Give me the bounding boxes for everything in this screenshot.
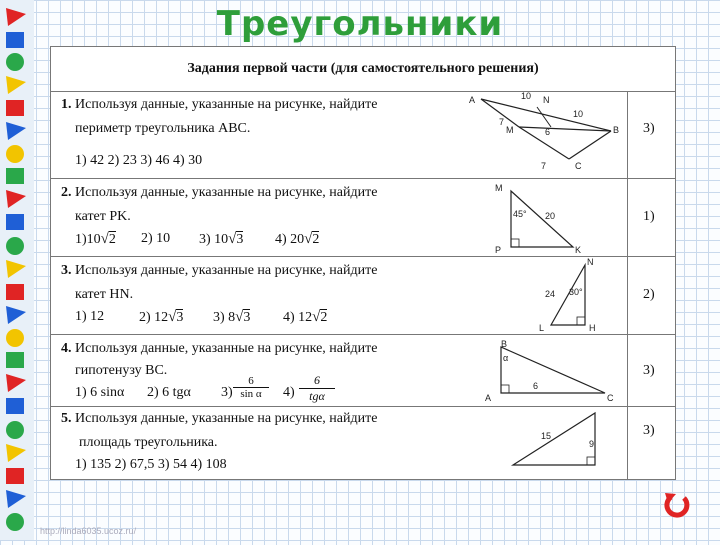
triangle-figure-3 xyxy=(521,257,621,335)
task-4-line2: гипотенузу BC. xyxy=(75,363,168,378)
task-4-option-2: 2) 6 tgα xyxy=(147,385,191,400)
task-5-options: 1) 135 2) 67,5 3) 54 4) 108 xyxy=(75,457,227,472)
page-title: Треугольники xyxy=(216,4,504,44)
task-3-option-1: 1) 12 xyxy=(75,309,105,324)
answer-column-divider xyxy=(627,407,628,479)
label-P: P xyxy=(495,245,502,255)
label-A: A xyxy=(485,393,492,403)
label-10a: 10 xyxy=(521,91,532,101)
table-header: Задания первой части (для самостоятельного решения) xyxy=(51,47,675,92)
task-1-options: 1) 42 2) 23 3) 46 4) 30 xyxy=(75,153,203,168)
task-1-line1: 1. Используя данные, указанные на рисунке, найдите xyxy=(61,97,378,112)
label-M: M xyxy=(506,125,514,135)
label-angle-45: 45° xyxy=(513,209,527,219)
task-3-option-4: 4) 12√2 xyxy=(283,309,328,325)
task-2-option-1: 1)10√2 xyxy=(75,231,116,247)
label-6: 6 xyxy=(545,127,551,137)
label-24: 24 xyxy=(545,289,556,299)
label-7a: 7 xyxy=(499,117,505,127)
label-10b: 10 xyxy=(573,109,584,119)
task-row-3 xyxy=(51,257,675,335)
label-6: 6 xyxy=(533,381,539,391)
label-angle-30: 30° xyxy=(569,287,583,297)
triangle-figure-2 xyxy=(481,179,621,257)
task-4-option-3-fraction: 6 sin α xyxy=(233,375,269,400)
label-N: N xyxy=(543,95,550,105)
label-C: C xyxy=(575,161,582,171)
label-9: 9 xyxy=(589,439,595,449)
triangle-figure-4 xyxy=(481,335,621,407)
task-4-option-4-label: 4) xyxy=(283,385,295,400)
label-7b: 7 xyxy=(541,161,547,171)
task-3-answer: 2) xyxy=(643,287,655,302)
label-B: B xyxy=(613,125,620,135)
answer-column-divider xyxy=(627,179,628,256)
return-arrow-icon[interactable] xyxy=(662,490,692,520)
task-3-line2: катет HN. xyxy=(75,287,134,302)
label-L: L xyxy=(539,323,545,333)
task-1-line2: периметр треугольника ABC. xyxy=(75,121,251,136)
triangle-figure-1 xyxy=(461,91,621,179)
task-1-answer: 3) xyxy=(643,121,655,136)
label-N: N xyxy=(587,257,594,267)
task-4-answer: 3) xyxy=(643,363,655,378)
label-B: B xyxy=(501,339,508,349)
task-row-2 xyxy=(51,179,675,257)
task-3-option-2: 2) 12√3 xyxy=(139,309,184,325)
answer-column-divider xyxy=(627,257,628,334)
task-2-line1: 2. Используя данные, указанные на рисунке, найдите xyxy=(61,185,378,200)
task-row-5 xyxy=(51,407,675,479)
task-3-line1: 3. Используя данные, указанные на рисунке, найдите xyxy=(61,263,378,278)
answer-column-divider xyxy=(627,91,628,178)
triangle-figure-5 xyxy=(501,407,621,479)
task-2-option-4: 4) 20√2 xyxy=(275,231,320,247)
task-row-4 xyxy=(51,335,675,407)
task-4-line1: 4. Используя данные, указанные на рисунке, найдите xyxy=(61,341,378,356)
decorative-shapes-strip xyxy=(0,0,34,540)
task-5-answer: 3) xyxy=(643,423,655,438)
answer-column-divider xyxy=(627,335,628,406)
label-alpha: α xyxy=(503,353,509,363)
label-C: C xyxy=(607,393,614,403)
task-4-option-4-fraction: 6 tgα xyxy=(299,373,335,404)
label-15: 15 xyxy=(541,431,552,441)
task-3-option-3: 3) 8√3 xyxy=(213,309,251,325)
task-5-line1: 5. Используя данные, указанные на рисунке, найдите xyxy=(61,411,378,426)
task-5-line2: площадь треугольника. xyxy=(79,435,218,450)
task-2-line2: катет PK. xyxy=(75,209,131,224)
task-2-answer: 1) xyxy=(643,209,655,224)
label-M: M xyxy=(495,183,503,193)
label-A: A xyxy=(469,95,476,105)
decorative-shapes xyxy=(0,0,34,540)
label-K: K xyxy=(575,245,582,255)
watermark-url: http://linda6035.ucoz.ru/ xyxy=(40,526,137,536)
task-row-1 xyxy=(51,91,675,179)
tasks-table xyxy=(50,46,676,480)
task-4-option-3-label: 3) xyxy=(221,385,233,400)
label-20: 20 xyxy=(545,211,556,221)
task-2-option-2: 2) 10 xyxy=(141,231,171,246)
task-2-option-3: 3) 10√3 xyxy=(199,231,244,247)
label-H: H xyxy=(589,323,596,333)
task-4-option-1: 1) 6 sinα xyxy=(75,385,125,400)
